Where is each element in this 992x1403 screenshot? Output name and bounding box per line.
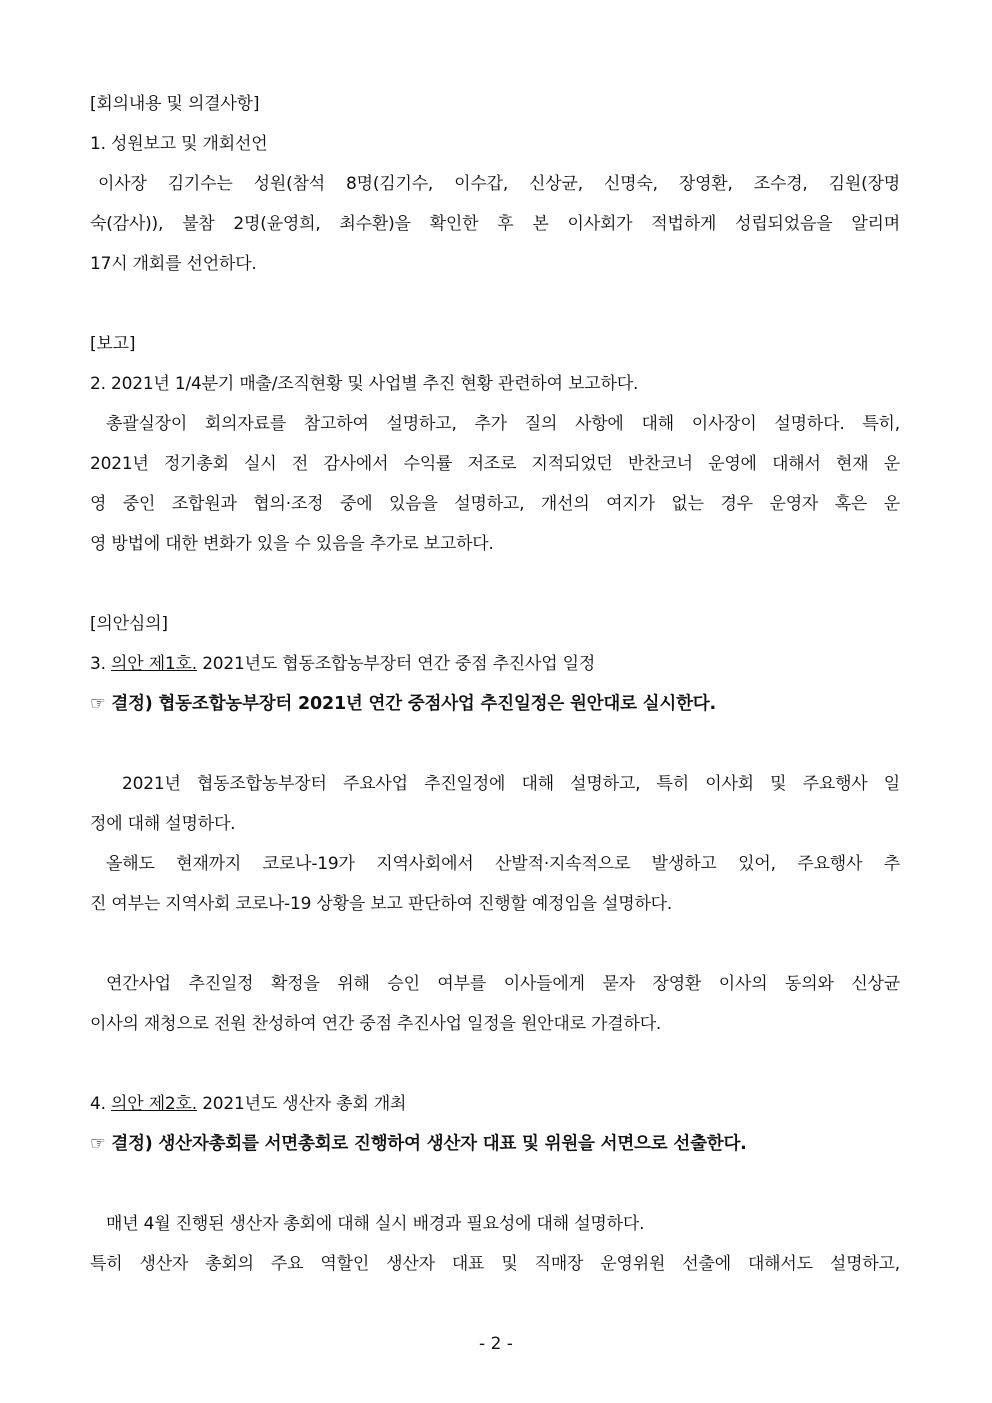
section-heading-report: [보고]: [90, 334, 136, 354]
agenda-1-title: 2021년도 협동조합농부장터 연간 중점 추진사업 일정: [202, 654, 596, 674]
document-body: [90, 84, 900, 1284]
paragraph-line: 숙(감사)), 불참 2명(윤영희, 최수환)을 확인한 후 본 이사회가 적법하게 성립되었음을 알리며: [90, 214, 900, 234]
paragraph-line: 정에 대해 설명하다.: [90, 814, 236, 834]
item-4-number: 4.: [90, 1094, 106, 1114]
item-1-title: 1. 성원보고 및 개회선언: [90, 134, 268, 154]
paragraph-line: 17시 개회를 선언하다.: [90, 254, 257, 274]
agenda-1-label: 의안 제1호.: [111, 654, 197, 674]
paragraph-line: 매년 4월 진행된 생산자 총회에 대해 실시 배경과 필요성에 대해 설명하다.: [106, 1214, 645, 1234]
page-number: - 2 -: [479, 1334, 513, 1354]
item-3-number: 3.: [90, 654, 106, 674]
paragraph-line: 특히 생산자 총회의 주요 역할인 생산자 대표 및 직매장 운영위원 선출에 대해서도 설명하고,: [90, 1254, 900, 1274]
paragraph-line: 이사장 김기수는 성원(참석 8명(김기수, 이수갑, 신상균, 신명숙, 장영환, 조수경, 김원(장명: [98, 174, 900, 194]
agenda-2-label: 의안 제2호.: [111, 1094, 197, 1114]
section-heading-agenda: [의안심의]: [90, 614, 168, 634]
paragraph-line: 총괄실장이 회의자료를 참고하여 설명하고, 추가 질의 사항에 대해 이사장이 설명하다. 특히,: [106, 414, 900, 434]
paragraph-line: 이사의 재청으로 전원 찬성하여 연간 중점 추진사업 일정을 원안대로 가결하다.: [90, 1014, 662, 1034]
paragraph-line: 연간사업 추진일정 확정을 위해 승인 여부를 이사들에게 묻자 장영환 이사의 동의와 신상균: [106, 974, 900, 994]
paragraph-line: 2021년 협동조합농부장터 주요사업 추진일정에 대해 설명하고, 특히 이사회 및 주요행사 일: [122, 774, 900, 794]
agenda-2-decision: ☞ 결정) 생산자총회를 서면총회로 진행하여 생산자 대표 및 위원을 서면으로 선출한다.: [90, 1134, 747, 1154]
paragraph-line: 영 중인 조합원과 협의·조정 중에 있음을 설명하고, 개선의 여지가 없는 경우 운영자 혹은 운: [90, 494, 900, 514]
agenda-1-decision: ☞ 결정) 협동조합농부장터 2021년 연간 중점사업 추진일정은 원안대로 실시한다.: [90, 694, 716, 714]
paragraph-line: 올해도 현재까지 코로나-19가 지역사회에서 산발적·지속적으로 발생하고 있어, 주요행사 추: [106, 854, 900, 874]
paragraph-line: 영 방법에 대한 변화가 있을 수 있음을 추가로 보고하다.: [90, 534, 494, 554]
item-2-title: 2. 2021년 1/4분기 매출/조직현황 및 사업별 추진 현황 관련하여 보고하다.: [90, 374, 639, 394]
item-4-title: [90, 1084, 900, 1124]
item-3-title: [90, 644, 900, 684]
agenda-2-title: 2021년도 생산자 총회 개최: [202, 1094, 407, 1114]
section-heading-meeting: [회의내용 및 의결사항]: [90, 94, 260, 114]
paragraph-line: 2021년 정기총회 실시 전 감사에서 수익률 저조로 지적되었던 반찬코너 운영에 대해서 현재 운: [90, 454, 900, 474]
paragraph-line: 진 여부는 지역사회 코로나-19 상황을 보고 판단하여 진행할 예정임을 설명하다.: [90, 894, 673, 914]
